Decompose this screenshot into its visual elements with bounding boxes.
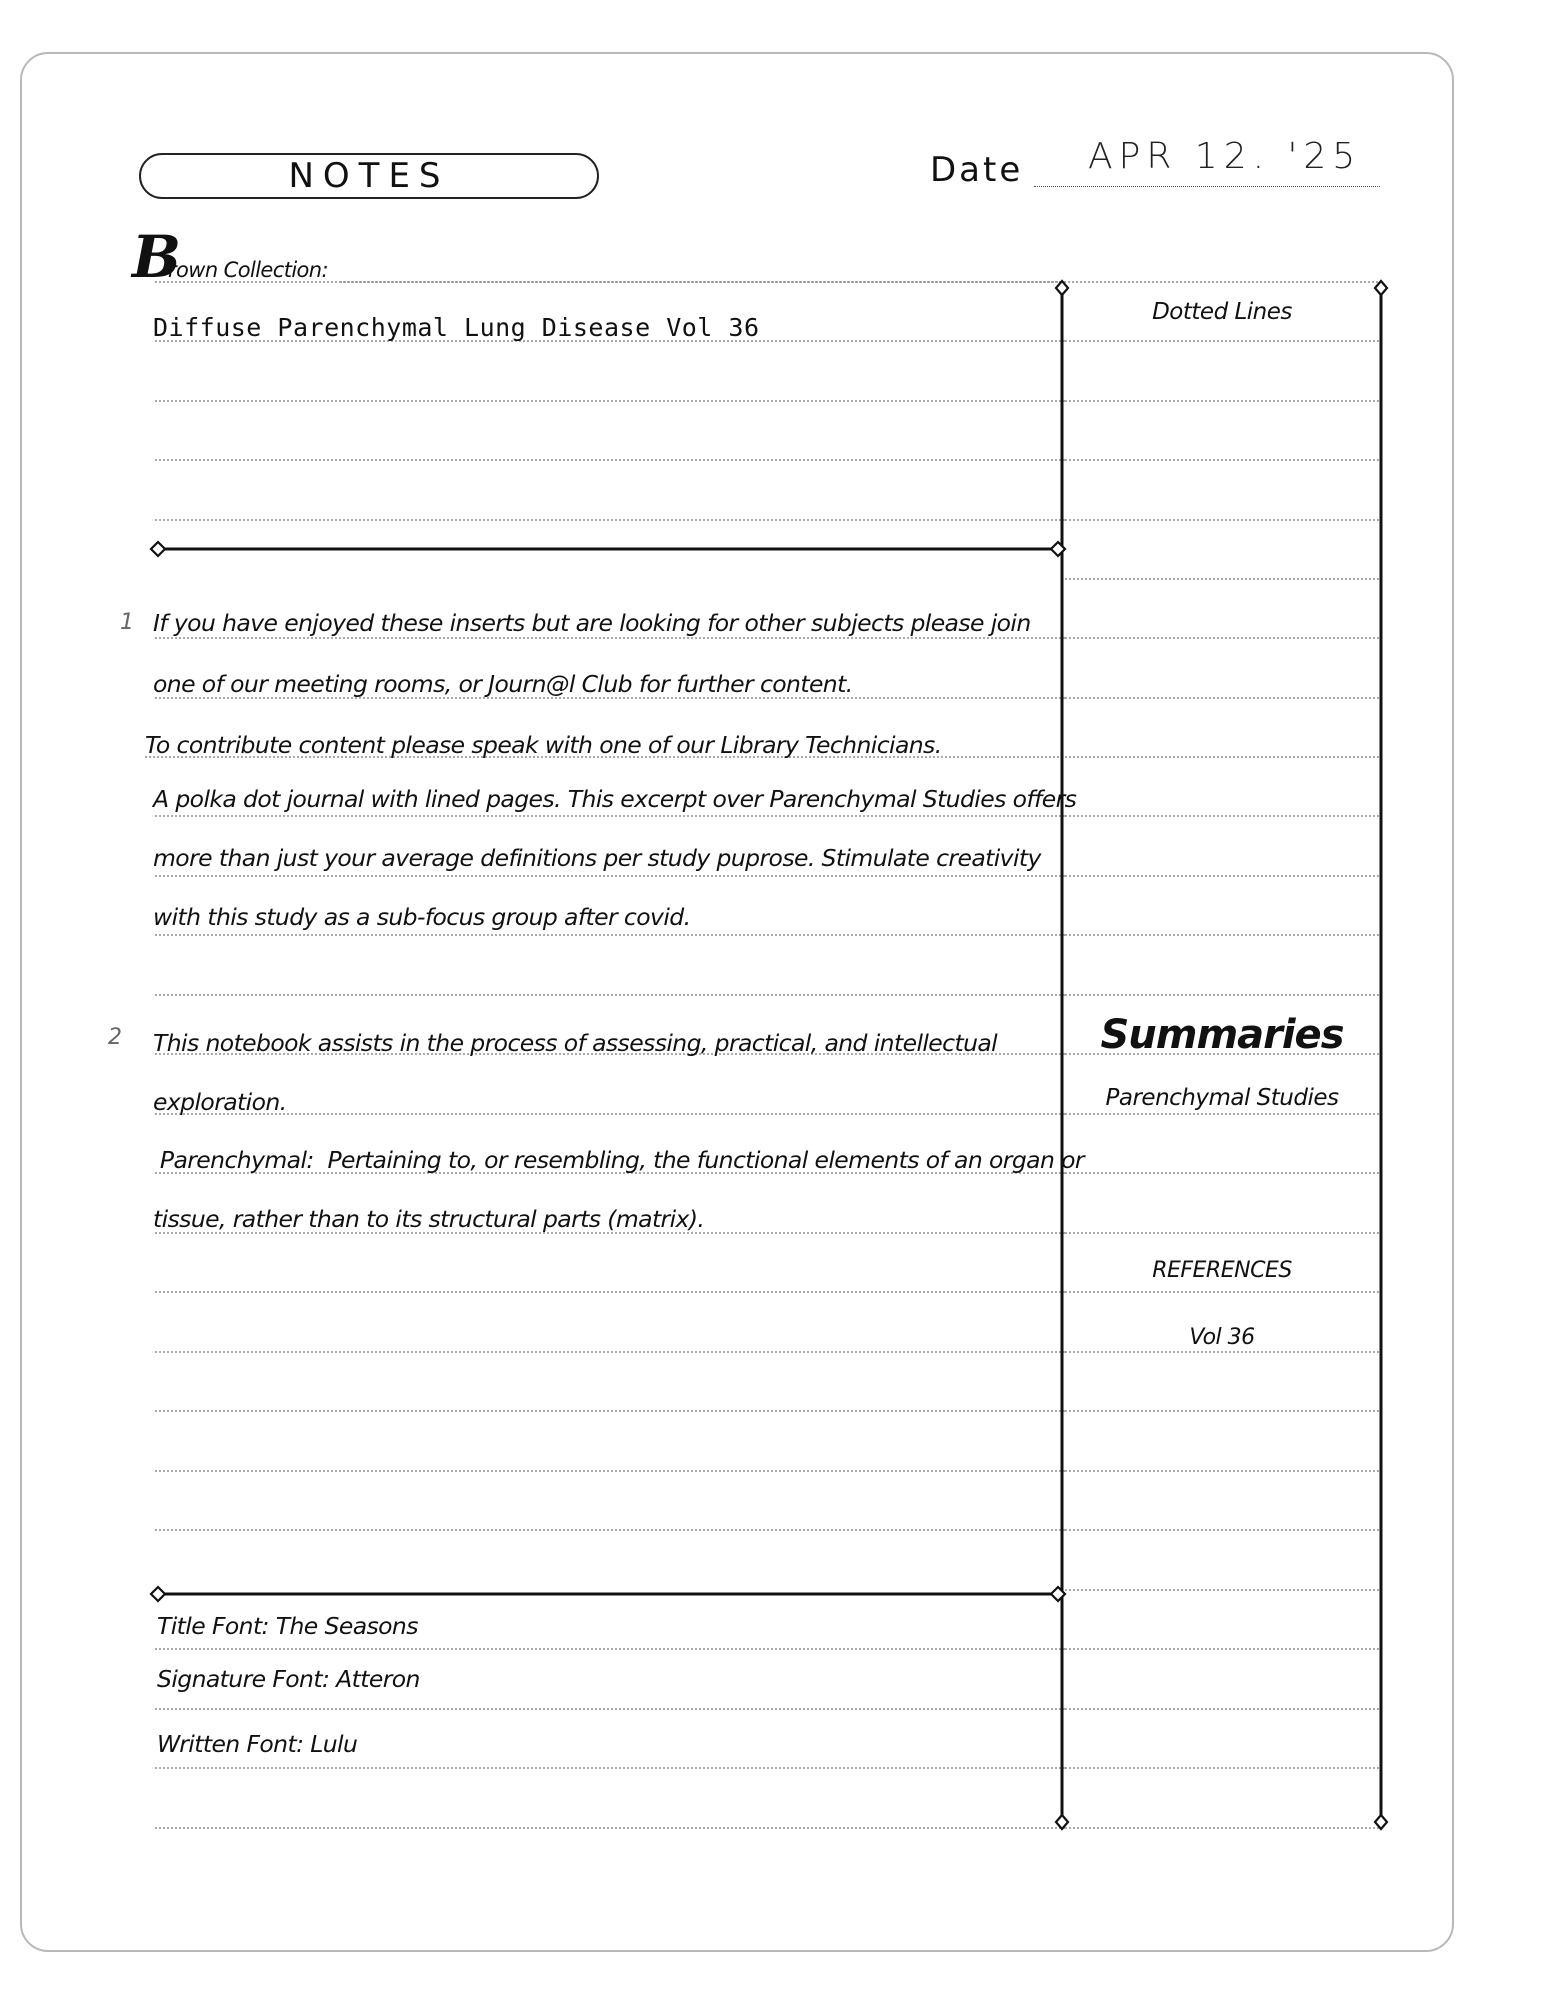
- notes-title: NOTES: [139, 153, 599, 199]
- sidebar-heading: Dotted Lines: [1152, 299, 1292, 325]
- font-info-signature: Signature Font: Atteron: [157, 1665, 420, 1693]
- section1-line-5: more than just your average definitions per study puprose. Stimulate creativity: [153, 844, 1041, 872]
- references-value: Vol 36: [1189, 1325, 1255, 1350]
- section2-line-2: exploration.: [153, 1088, 287, 1116]
- collection-label: rown Collection:: [168, 258, 328, 282]
- section2-line-3: Parenchymal: Pertaining to, or resembling, the functional elements of an organ or: [153, 1146, 1084, 1174]
- references-label: REFERENCES: [1152, 1258, 1292, 1283]
- summaries-subtitle: Parenchymal Studies: [1105, 1085, 1339, 1111]
- date-label: Date: [930, 150, 1024, 190]
- collection-subject: Diffuse Parenchymal Lung Disease Vol 36: [153, 313, 760, 342]
- font-info-written: Written Font: Lulu: [157, 1730, 358, 1758]
- section2-line-1: This notebook assists in the process of assessing, practical, and intellectual: [153, 1029, 998, 1057]
- summaries-title: Summaries: [1100, 1012, 1344, 1058]
- section1-line-2: one of our meeting rooms, or Journ@l Club for further content.: [153, 670, 853, 698]
- section2-number: 2: [108, 1025, 122, 1050]
- section1-line-4: A polka dot journal with lined pages. This excerpt over Parenchymal Studies offers: [153, 785, 1077, 813]
- section2-line-4: tissue, rather than to its structural parts (matrix).: [153, 1205, 705, 1233]
- section1-line-1: If you have enjoyed these inserts but are looking for other subjects please join: [153, 609, 1031, 637]
- font-info-title: Title Font: The Seasons: [157, 1612, 418, 1640]
- section1-line-6: with this study as a sub-focus group after covid.: [153, 903, 691, 931]
- section1-number: 1: [120, 610, 134, 635]
- section1-line-3: To contribute content please speak with one of our Library Technicians.: [145, 731, 942, 759]
- date-value: APR 12. '25: [1088, 136, 1362, 177]
- collection-initial: B: [132, 223, 182, 291]
